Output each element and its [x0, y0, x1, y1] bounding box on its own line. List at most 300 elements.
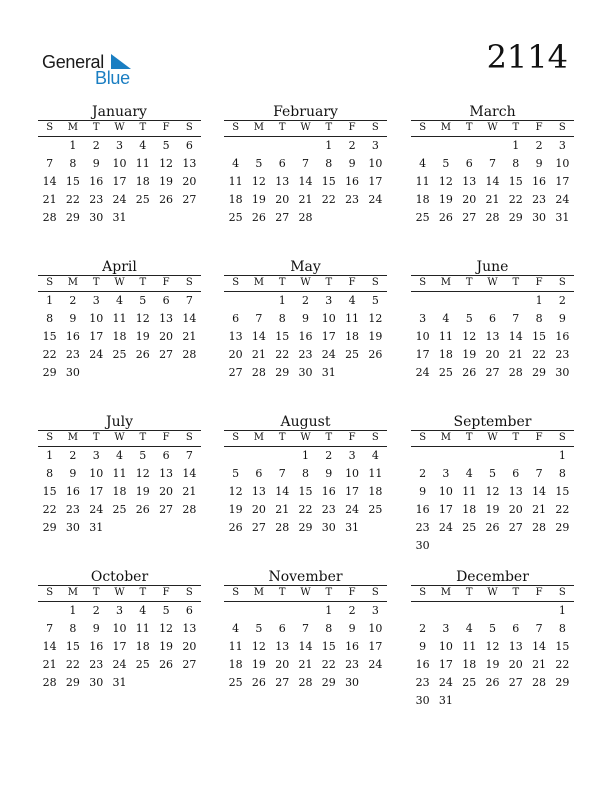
day-cell: 26: [251, 676, 266, 689]
day-cell: 22: [65, 193, 80, 206]
weekday-label: T: [325, 587, 333, 598]
day-cell: 3: [348, 449, 356, 462]
day-cell: 28: [42, 676, 57, 689]
day-cell: 9: [558, 312, 566, 325]
day-cell: 12: [485, 640, 500, 653]
day-cell: 12: [228, 485, 243, 498]
day-cell: 29: [65, 676, 80, 689]
day-cell: 29: [555, 676, 570, 689]
day-cell: 18: [462, 503, 477, 516]
day-cell: 15: [65, 640, 80, 653]
day-cell: 12: [251, 640, 266, 653]
day-cell: 13: [159, 467, 174, 480]
day-cell: 31: [112, 211, 127, 224]
day-cell: 27: [462, 211, 477, 224]
day-cell: 10: [368, 157, 383, 170]
day-cell: 5: [255, 622, 263, 635]
day-cell: 21: [532, 658, 547, 671]
day-cell: 3: [92, 294, 100, 307]
weekday-label: T: [139, 587, 147, 598]
weekday-label: S: [558, 432, 566, 443]
day-cell: 2: [558, 294, 566, 307]
day-cell: 13: [485, 330, 500, 343]
weekday-label: W: [487, 432, 498, 443]
day-cell: 26: [159, 658, 174, 671]
day-cell: 6: [162, 449, 170, 462]
day-cell: 19: [485, 503, 500, 516]
day-cell: 13: [182, 622, 197, 635]
day-cell: 9: [419, 485, 427, 498]
day-cell: 16: [65, 485, 80, 498]
month-march: [411, 104, 574, 227]
day-cell: 21: [42, 193, 57, 206]
weekday-label: M: [253, 432, 265, 443]
day-cell: 26: [159, 193, 174, 206]
day-cell: 4: [442, 312, 450, 325]
day-cell: 5: [465, 312, 473, 325]
day-cell: 10: [415, 330, 430, 343]
day-cell: 24: [89, 503, 104, 516]
weekday-label: W: [300, 587, 311, 598]
day-cell: 11: [135, 157, 150, 170]
day-cell: 27: [182, 193, 197, 206]
weekday-label: S: [185, 277, 193, 288]
day-cell: 21: [485, 193, 500, 206]
day-cell: 3: [442, 467, 450, 480]
logo-blue-text: Blue: [95, 68, 130, 88]
month-september: [411, 414, 574, 555]
day-cell: 29: [275, 366, 290, 379]
day-cell: 14: [42, 640, 57, 653]
day-cell: 7: [185, 294, 193, 307]
day-grid: [411, 137, 574, 227]
day-cell: 15: [65, 175, 80, 188]
day-cell: 7: [185, 449, 193, 462]
weekday-header: [38, 275, 201, 292]
empty-cell: [271, 137, 294, 155]
day-cell: 2: [348, 604, 356, 617]
day-cell: 17: [438, 503, 453, 516]
day-cell: 11: [345, 312, 360, 325]
empty-cell: [224, 292, 247, 310]
day-cell: 7: [301, 622, 309, 635]
day-cell: 3: [558, 139, 566, 152]
day-cell: 12: [135, 467, 150, 480]
day-cell: 19: [251, 193, 266, 206]
day-grid: [411, 602, 574, 710]
month-name: July: [105, 414, 133, 430]
day-cell: 7: [255, 312, 263, 325]
month-april: [38, 259, 201, 382]
empty-cell: [224, 137, 247, 155]
day-cell: 17: [345, 485, 360, 498]
day-cell: 10: [438, 640, 453, 653]
day-cell: 12: [368, 312, 383, 325]
empty-cell: [527, 602, 550, 620]
day-cell: 4: [465, 467, 473, 480]
weekday-label: F: [348, 587, 356, 598]
day-cell: 30: [415, 694, 430, 707]
day-cell: 16: [321, 485, 336, 498]
day-cell: 15: [532, 330, 547, 343]
month-october: [38, 569, 201, 692]
day-cell: 28: [182, 348, 197, 361]
day-cell: 22: [42, 348, 57, 361]
day-cell: 17: [321, 330, 336, 343]
day-cell: 15: [42, 330, 57, 343]
day-cell: 16: [345, 175, 360, 188]
weekday-label: W: [300, 277, 311, 288]
empty-cell: [38, 602, 61, 620]
day-cell: 18: [228, 193, 243, 206]
logo: [42, 52, 142, 88]
day-cell: 3: [92, 449, 100, 462]
weekday-label: F: [162, 277, 170, 288]
day-cell: 24: [555, 193, 570, 206]
day-cell: 11: [368, 467, 383, 480]
day-cell: 1: [325, 604, 333, 617]
day-cell: 13: [275, 640, 290, 653]
day-grid: [224, 292, 387, 382]
day-cell: 28: [275, 521, 290, 534]
day-cell: 4: [419, 157, 427, 170]
day-cell: 14: [508, 330, 523, 343]
weekday-label: W: [300, 432, 311, 443]
day-cell: 13: [182, 157, 197, 170]
day-cell: 11: [228, 640, 243, 653]
month-name: May: [290, 259, 321, 275]
day-cell: 16: [65, 330, 80, 343]
day-cell: 19: [159, 640, 174, 653]
weekday-label: W: [114, 122, 125, 133]
day-cell: 15: [321, 175, 336, 188]
weekday-label: S: [185, 122, 193, 133]
weekday-label: M: [67, 587, 79, 598]
day-cell: 30: [555, 366, 570, 379]
day-cell: 16: [89, 175, 104, 188]
weekday-label: S: [419, 122, 427, 133]
day-cell: 2: [92, 139, 100, 152]
day-cell: 16: [415, 503, 430, 516]
weekday-label: S: [371, 587, 379, 598]
day-cell: 9: [69, 467, 77, 480]
day-cell: 20: [508, 658, 523, 671]
day-cell: 31: [438, 694, 453, 707]
weekday-label: T: [139, 432, 147, 443]
day-cell: 23: [65, 503, 80, 516]
day-cell: 29: [321, 676, 336, 689]
day-cell: 20: [508, 503, 523, 516]
day-cell: 5: [371, 294, 379, 307]
weekday-label: T: [512, 277, 520, 288]
day-cell: 21: [508, 348, 523, 361]
day-cell: 31: [89, 521, 104, 534]
day-cell: 22: [321, 193, 336, 206]
day-cell: 25: [438, 366, 453, 379]
day-cell: 7: [535, 467, 543, 480]
month-name: August: [280, 414, 331, 430]
weekday-label: S: [419, 587, 427, 598]
day-cell: 4: [139, 139, 147, 152]
day-cell: 16: [345, 640, 360, 653]
day-cell: 1: [325, 139, 333, 152]
day-cell: 21: [298, 193, 313, 206]
weekday-header: [411, 120, 574, 137]
day-cell: 28: [298, 211, 313, 224]
day-cell: 31: [321, 366, 336, 379]
day-cell: 8: [325, 157, 333, 170]
empty-cell: [481, 292, 504, 310]
day-cell: 21: [298, 658, 313, 671]
weekday-label: M: [440, 432, 452, 443]
day-cell: 2: [419, 622, 427, 635]
weekday-label: S: [419, 432, 427, 443]
day-cell: 22: [555, 658, 570, 671]
day-cell: 6: [185, 139, 193, 152]
day-cell: 21: [42, 658, 57, 671]
day-cell: 19: [438, 193, 453, 206]
day-cell: 24: [321, 348, 336, 361]
day-grid: [411, 292, 574, 382]
day-cell: 1: [558, 449, 566, 462]
day-cell: 6: [185, 604, 193, 617]
day-cell: 6: [488, 312, 496, 325]
month-november: [224, 569, 387, 692]
month-name: September: [453, 414, 532, 430]
day-cell: 9: [325, 467, 333, 480]
day-cell: 15: [555, 640, 570, 653]
weekday-label: M: [67, 277, 79, 288]
day-cell: 25: [228, 211, 243, 224]
day-cell: 8: [69, 157, 77, 170]
day-cell: 23: [65, 348, 80, 361]
day-cell: 22: [555, 503, 570, 516]
empty-cell: [247, 447, 270, 465]
day-cell: 31: [112, 676, 127, 689]
day-cell: 18: [462, 658, 477, 671]
day-cell: 25: [415, 211, 430, 224]
day-cell: 1: [278, 294, 286, 307]
day-cell: 8: [512, 157, 520, 170]
day-grid: [38, 602, 201, 692]
weekday-label: W: [114, 277, 125, 288]
weekday-label: T: [92, 122, 100, 133]
day-cell: 14: [251, 330, 266, 343]
day-cell: 1: [46, 449, 54, 462]
weekday-label: S: [558, 587, 566, 598]
day-cell: 2: [301, 294, 309, 307]
day-cell: 7: [46, 622, 54, 635]
empty-cell: [527, 447, 550, 465]
empty-cell: [224, 447, 247, 465]
day-cell: 22: [42, 503, 57, 516]
day-cell: 30: [298, 366, 313, 379]
weekday-label: S: [46, 587, 54, 598]
month-february: [224, 104, 387, 227]
empty-cell: [481, 137, 504, 155]
day-cell: 12: [462, 330, 477, 343]
day-cell: 18: [135, 640, 150, 653]
weekday-label: T: [92, 277, 100, 288]
weekday-header: [224, 275, 387, 292]
day-cell: 18: [135, 175, 150, 188]
weekday-label: T: [278, 432, 286, 443]
day-cell: 7: [278, 467, 286, 480]
day-cell: 9: [348, 622, 356, 635]
day-cell: 14: [275, 485, 290, 498]
day-cell: 19: [135, 485, 150, 498]
day-cell: 20: [182, 640, 197, 653]
day-cell: 28: [298, 676, 313, 689]
day-cell: 7: [46, 157, 54, 170]
month-name: June: [476, 259, 509, 275]
day-cell: 11: [415, 175, 430, 188]
day-cell: 19: [251, 658, 266, 671]
day-cell: 13: [275, 175, 290, 188]
day-cell: 26: [135, 348, 150, 361]
weekday-label: T: [325, 122, 333, 133]
weekday-label: F: [535, 277, 543, 288]
weekday-label: F: [162, 122, 170, 133]
day-cell: 27: [508, 676, 523, 689]
day-cell: 21: [275, 503, 290, 516]
day-cell: 27: [251, 521, 266, 534]
day-cell: 6: [162, 294, 170, 307]
day-cell: 2: [419, 467, 427, 480]
weekday-label: S: [371, 277, 379, 288]
day-cell: 19: [462, 348, 477, 361]
day-cell: 21: [532, 503, 547, 516]
day-cell: 8: [46, 312, 54, 325]
day-cell: 10: [438, 485, 453, 498]
day-cell: 5: [162, 139, 170, 152]
empty-cell: [411, 292, 434, 310]
day-cell: 25: [135, 193, 150, 206]
weekday-label: T: [465, 432, 473, 443]
month-name: October: [90, 569, 149, 585]
day-cell: 3: [325, 294, 333, 307]
weekday-label: S: [185, 587, 193, 598]
day-cell: 8: [46, 467, 54, 480]
day-cell: 5: [488, 622, 496, 635]
empty-cell: [458, 137, 481, 155]
month-name: December: [456, 569, 529, 585]
empty-cell: [458, 292, 481, 310]
day-cell: 19: [159, 175, 174, 188]
day-cell: 12: [135, 312, 150, 325]
day-cell: 29: [42, 521, 57, 534]
day-cell: 11: [438, 330, 453, 343]
day-cell: 27: [485, 366, 500, 379]
day-cell: 28: [532, 676, 547, 689]
weekday-label: T: [465, 122, 473, 133]
day-cell: 17: [368, 175, 383, 188]
day-cell: 16: [415, 658, 430, 671]
weekday-label: T: [139, 277, 147, 288]
day-cell: 20: [182, 175, 197, 188]
day-cell: 2: [348, 139, 356, 152]
day-cell: 27: [275, 211, 290, 224]
day-cell: 15: [298, 485, 313, 498]
day-cell: 15: [508, 175, 523, 188]
weekday-header: [411, 275, 574, 292]
day-cell: 14: [182, 312, 197, 325]
weekday-label: T: [278, 587, 286, 598]
day-cell: 27: [275, 676, 290, 689]
day-cell: 13: [251, 485, 266, 498]
day-cell: 12: [159, 157, 174, 170]
weekday-label: F: [348, 277, 356, 288]
weekday-label: T: [512, 432, 520, 443]
weekday-label: S: [371, 122, 379, 133]
day-cell: 5: [139, 294, 147, 307]
day-cell: 24: [368, 658, 383, 671]
weekday-label: M: [440, 587, 452, 598]
day-cell: 1: [46, 294, 54, 307]
day-cell: 3: [371, 604, 379, 617]
day-cell: 5: [162, 604, 170, 617]
day-cell: 10: [112, 622, 127, 635]
day-cell: 29: [508, 211, 523, 224]
month-name: January: [92, 104, 147, 120]
day-cell: 24: [112, 658, 127, 671]
empty-cell: [411, 602, 434, 620]
day-cell: 25: [462, 521, 477, 534]
day-cell: 29: [532, 366, 547, 379]
empty-cell: [434, 292, 457, 310]
year-title: 2114: [486, 38, 568, 76]
empty-cell: [38, 137, 61, 155]
day-cell: 24: [438, 521, 453, 534]
empty-cell: [224, 602, 247, 620]
day-cell: 24: [368, 193, 383, 206]
day-cell: 17: [555, 175, 570, 188]
weekday-label: M: [253, 277, 265, 288]
month-august: [224, 414, 387, 537]
day-grid: [38, 292, 201, 382]
day-cell: 25: [368, 503, 383, 516]
day-cell: 19: [228, 503, 243, 516]
day-cell: 9: [535, 157, 543, 170]
day-cell: 8: [278, 312, 286, 325]
weekday-label: S: [232, 587, 240, 598]
weekday-label: W: [114, 432, 125, 443]
weekday-label: T: [278, 277, 286, 288]
weekday-label: S: [371, 432, 379, 443]
day-cell: 14: [485, 175, 500, 188]
day-cell: 7: [512, 312, 520, 325]
day-cell: 8: [69, 622, 77, 635]
day-cell: 1: [69, 604, 77, 617]
weekday-label: W: [487, 277, 498, 288]
day-cell: 28: [251, 366, 266, 379]
day-cell: 25: [345, 348, 360, 361]
day-cell: 6: [465, 157, 473, 170]
day-cell: 23: [89, 193, 104, 206]
day-cell: 3: [419, 312, 427, 325]
day-cell: 11: [112, 467, 127, 480]
day-cell: 1: [512, 139, 520, 152]
weekday-label: T: [92, 432, 100, 443]
day-cell: 23: [321, 503, 336, 516]
day-cell: 25: [112, 503, 127, 516]
day-cell: 14: [298, 175, 313, 188]
day-cell: 17: [112, 175, 127, 188]
day-cell: 18: [345, 330, 360, 343]
day-cell: 31: [345, 521, 360, 534]
empty-cell: [434, 137, 457, 155]
month-january: [38, 104, 201, 227]
